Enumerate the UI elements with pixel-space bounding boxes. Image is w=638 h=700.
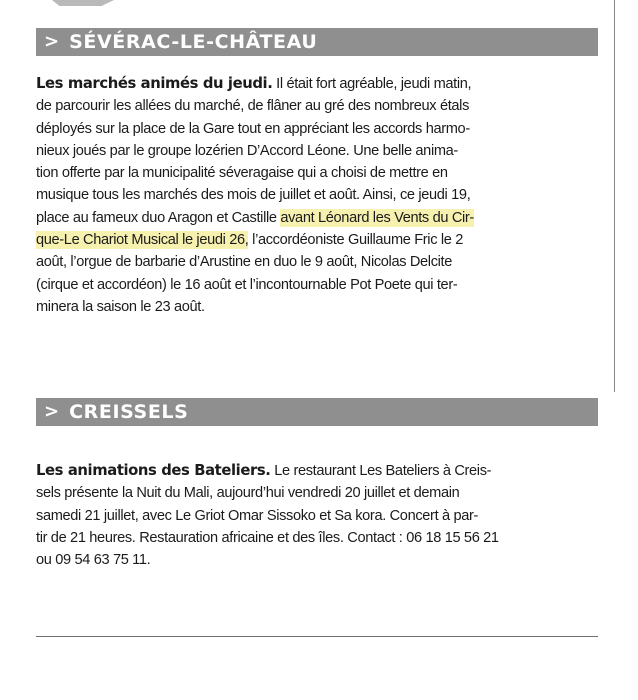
column-divider: [614, 0, 615, 392]
article-creissels: [36, 460, 602, 571]
article-line: ou 09 54 63 75 11.: [36, 552, 151, 569]
article-line: août, l’orgue de barbarie d’Arustine en duo le 9 août, Nicolas Delcite: [36, 254, 453, 271]
article-line: tion offerte par la municipalité séveragaise qui a choisi de mettre en: [36, 165, 448, 182]
highlighted-text: avant Léonard les Vents du Cir-: [280, 209, 474, 226]
article-severac: [36, 73, 602, 318]
section-title-creissels: CREISSELS: [69, 400, 189, 423]
article-line: sels présente la Nuit du Mali, aujourd’hui vendredi 20 juillet et demain: [36, 485, 460, 502]
section-header-creissels: [36, 398, 598, 426]
section-header-severac: [36, 28, 598, 56]
article-line: déployés sur la place de la Gare tout en appréciant les accords harmo-: [36, 120, 470, 137]
bottom-divider: [36, 636, 598, 637]
chevron-right-icon: >: [44, 31, 60, 52]
article-line: que-Le Chariot Musical le jeudi 26, l’accordéoniste Guillaume Fric le 2: [36, 232, 463, 249]
article-line: nieux joués par le groupe lozérien D’Accord Léone. Une belle anima-: [36, 142, 458, 159]
article-line: Les animations des Bateliers. Le restaurant Les Bateliers à Creis-: [36, 462, 492, 479]
article-lead-severac: Les marchés animés du jeudi.: [36, 75, 273, 92]
article-line: Les marchés animés du jeudi. Il était fort agréable, jeudi matin,: [36, 75, 472, 92]
highlighted-text: que-Le Chariot Musical le jeudi 26,: [36, 232, 249, 249]
article-line: minera la saison le 23 août.: [36, 298, 205, 315]
section-title-severac: SÉVÉRAC-LE-CHÂTEAU: [69, 30, 318, 53]
cropped-heading-fragment: [52, 0, 114, 6]
article-line: musique tous les marchés des mois de juillet et août. Ainsi, ce jeudi 19,: [36, 187, 471, 204]
article-line: (cirque et accordéon) le 16 août et l’incontournable Pot Poete qui ter-: [36, 276, 458, 293]
article-line: de parcourir les allées du marché, de flâner au gré des nombreux étals: [36, 98, 470, 115]
chevron-right-icon: >: [44, 401, 60, 422]
article-line: place au fameux duo Aragon et Castille avant Léonard les Vents du Cir-: [36, 209, 474, 226]
article-line: tir de 21 heures. Restauration africaine et des îles. Contact : 06 18 15 56 21: [36, 529, 499, 546]
article-line: samedi 21 juillet, avec Le Griot Omar Sissoko et Sa kora. Concert à par-: [36, 507, 479, 524]
article-lead-creissels: Les animations des Bateliers.: [36, 462, 271, 479]
